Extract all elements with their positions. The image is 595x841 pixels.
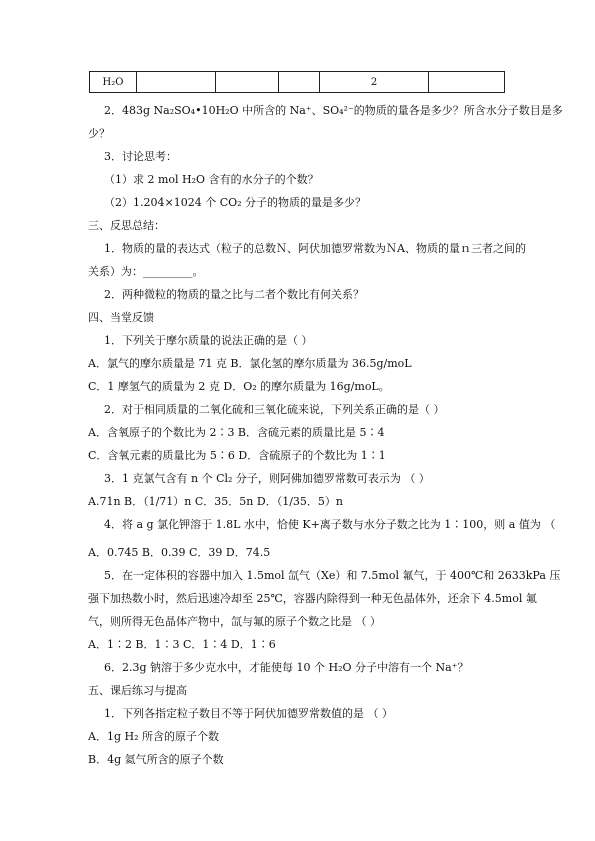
table-cell: 2 bbox=[320, 72, 429, 93]
table-cell bbox=[137, 72, 216, 93]
option-line: C．含氧元素的质量比为 5∶6 D．含硫原子的个数比为 1∶1 bbox=[88, 449, 386, 462]
text-line: （2）1.204×1024 个 CO₂ 分子的物质的量是多少？ bbox=[104, 196, 367, 209]
table-cell bbox=[429, 72, 505, 93]
text-line: 气，则所得无色晶体产物中，氙与氟的原子个数之比是 （ ） bbox=[88, 615, 381, 628]
data-table bbox=[89, 71, 505, 93]
section-heading: 五、课后练习与提高 bbox=[88, 684, 187, 697]
section-heading: 四、当堂反馈 bbox=[88, 311, 154, 324]
text-line: 2．两种微粒的物质的量之比与二者个数比有何关系？ bbox=[104, 288, 364, 301]
table-row bbox=[90, 72, 505, 93]
question-line: 1．下列关于摩尔质量的说法正确的是（ ） bbox=[104, 334, 313, 347]
question-line: 3．1 克氯气含有 n 个 Cl₂ 分子，则阿佛加德罗常数可表示为 （ ） bbox=[104, 472, 430, 485]
option-line: A．1g H₂ 所含的原子个数 bbox=[88, 730, 219, 743]
question-line: 4．将 a g 氯化钾溶于 1.8L 水中，恰使 K+离子数与水分子数之比为 1∶100，则 a 值为 （ bbox=[104, 518, 556, 531]
section-heading: 三、反思总结： bbox=[88, 219, 165, 232]
option-line: A．氯气的摩尔质量是 71 克 B．氯化氢的摩尔质量为 36.5g/moL bbox=[88, 357, 412, 370]
question-line: 1．下列各指定粒子数目不等于阿伏加德罗常数值的是 （ ） bbox=[104, 707, 393, 720]
option-line: A．含氧原子的个数比为 2∶3 B．含硫元素的质量比是 5∶4 bbox=[88, 426, 385, 439]
question-line: 2．对于相同质量的二氧化硫和三氧化硫来说，下列关系正确的是（ ） bbox=[104, 403, 445, 416]
text-line: 少？ bbox=[88, 127, 110, 140]
table-cell bbox=[216, 72, 279, 93]
option-line: A．0.745 B．0.39 C．39 D．74.5 bbox=[88, 546, 271, 559]
option-line: A.71n B．（1/71）n C．35．5n D．（1/35．5）n bbox=[88, 495, 343, 508]
text-line: 2．483g Na₂SO₄•10H₂O 中所含的 Na⁺、SO₄²⁻的物质的量各是多少？所含水分子数目是多 bbox=[104, 104, 563, 117]
table-cell bbox=[279, 72, 320, 93]
option-line: B．4g 氦气所含的原子个数 bbox=[88, 753, 224, 766]
table-cell: H₂O bbox=[90, 72, 137, 93]
option-line: A．1∶2 B．1∶3 C．1∶4 D．1∶6 bbox=[88, 638, 276, 651]
text-line: （1）求 2 mol H₂O 含有的水分子的个数？ bbox=[104, 173, 319, 186]
text-line: 强下加热数小时，然后迅速冷却至 25℃，容器内除得到一种无色晶体外，还余下 4.5mol 氟 bbox=[88, 592, 537, 605]
text-line: 关系）为：_________。 bbox=[88, 265, 204, 278]
option-line: C．1 摩氢气的质量为 2 克 D．O₂ 的摩尔质量为 16g/moL。 bbox=[88, 380, 390, 393]
text-line: 3．讨论思考： bbox=[104, 150, 177, 163]
question-line: 5．在一定体积的容器中加入 1.5mol 氙气（Xe）和 7.5mol 氟气，于 400℃和 2633kPa 压 bbox=[104, 569, 561, 582]
question-line: 6．2.3g 钠溶于多少克水中，才能使每 10 个 H₂O 分子中溶有一个 Na⁺？ bbox=[104, 661, 469, 674]
text-line: 1．物质的量的表达式（粒子的总数Ｎ、阿伏加德罗常数为ＮA、物质的量ｎ三者之间的 bbox=[104, 242, 526, 255]
